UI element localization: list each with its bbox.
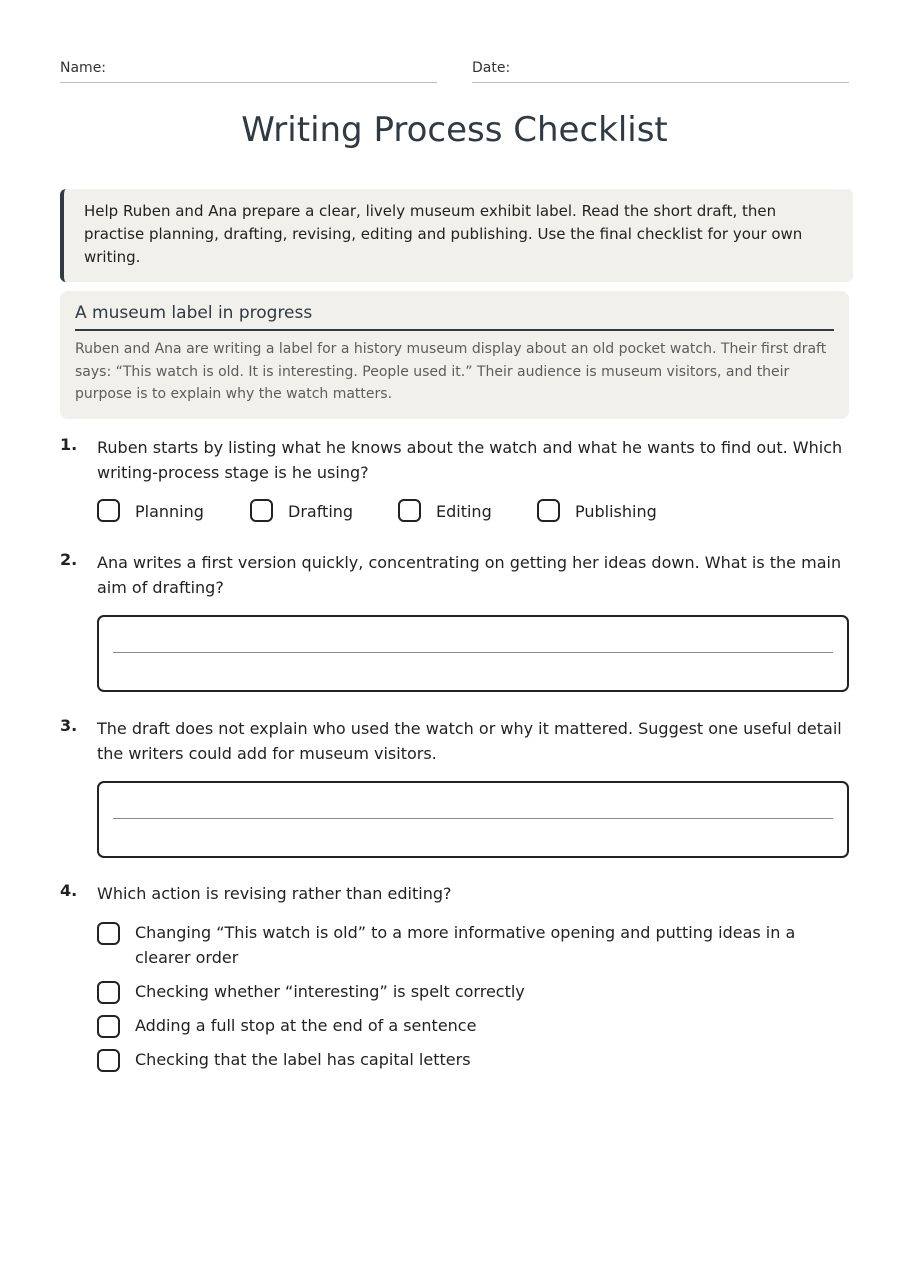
answer-line	[113, 652, 833, 653]
name-field[interactable]	[60, 60, 437, 83]
context-title: A museum label in progress	[75, 303, 834, 331]
context-body: Ruben and Ana are writing a label for a history museum display about an old pocket watch. Their first draft says: “This watch is old. It is interesting. People used it.” Their audience is museum visitors, and their purpose is to explain why the watch matters.	[75, 341, 827, 402]
question-text: Ruben starts by listing what he knows about the watch and what he wants to find out. Which writing-process stage is he using?	[97, 438, 843, 482]
option-editing[interactable]	[398, 499, 537, 524]
question-text: Ana writes a first version quickly, concentrating on getting her ideas down. What is the main aim of drafting?	[97, 553, 842, 597]
checkbox[interactable]	[537, 499, 560, 522]
answer-box[interactable]	[97, 781, 849, 858]
answer-box[interactable]	[97, 615, 849, 692]
answer-line	[113, 818, 833, 819]
question-number: 2.	[60, 550, 78, 569]
question-3	[60, 716, 849, 858]
option-label: Editing	[436, 502, 492, 521]
question-text: Which action is revising rather than editing?	[97, 884, 452, 903]
checkbox[interactable]	[398, 499, 421, 522]
option-publishing[interactable]	[537, 499, 657, 524]
option-label: Checking that the label has capital letters	[135, 1050, 471, 1069]
question-1-options	[97, 499, 849, 524]
question-4	[60, 881, 849, 1081]
question-1	[60, 435, 849, 524]
option-label: Checking whether “interesting” is spelt correctly	[135, 982, 525, 1001]
checkbox[interactable]	[97, 1015, 120, 1038]
checkbox[interactable]	[97, 981, 120, 1004]
question-number: 4.	[60, 881, 78, 900]
checkbox[interactable]	[250, 499, 273, 522]
option-drafting[interactable]	[250, 499, 398, 524]
option-label: Planning	[135, 502, 204, 521]
option-label: Adding a full stop at the end of a sentence	[135, 1016, 477, 1035]
name-label: Name:	[60, 60, 107, 76]
date-field[interactable]	[472, 60, 849, 83]
option-label: Drafting	[288, 502, 354, 521]
question-number: 3.	[60, 716, 78, 735]
option-planning[interactable]	[97, 499, 250, 524]
option-check-spelling[interactable]	[97, 979, 849, 1004]
question-2	[60, 550, 849, 692]
student-info-header	[60, 60, 849, 83]
option-capital-letters[interactable]	[97, 1047, 849, 1072]
page-title: Writing Process Checklist	[241, 110, 668, 150]
question-number: 1.	[60, 435, 78, 454]
option-label: Publishing	[575, 502, 657, 521]
intro-callout: Help Ruben and Ana prepare a clear, lively museum exhibit label. Read the short draft, then practise planning, drafting, revising, editing and publishing. Use the final checklist for your own writing.	[60, 189, 853, 282]
option-revise-opening[interactable]	[97, 920, 849, 970]
option-full-stop[interactable]	[97, 1013, 849, 1038]
option-label: Changing “This watch is old” to a more informative opening and putting ideas in a clearer order	[135, 923, 796, 967]
checkbox[interactable]	[97, 1049, 120, 1072]
checkbox[interactable]	[97, 922, 120, 945]
question-text: The draft does not explain who used the watch or why it mattered. Suggest one useful detail the writers could add for museum visitors.	[97, 719, 842, 763]
date-label: Date:	[472, 60, 511, 76]
context-panel	[60, 291, 849, 419]
checkbox[interactable]	[97, 499, 120, 522]
question-4-options	[97, 920, 849, 1072]
